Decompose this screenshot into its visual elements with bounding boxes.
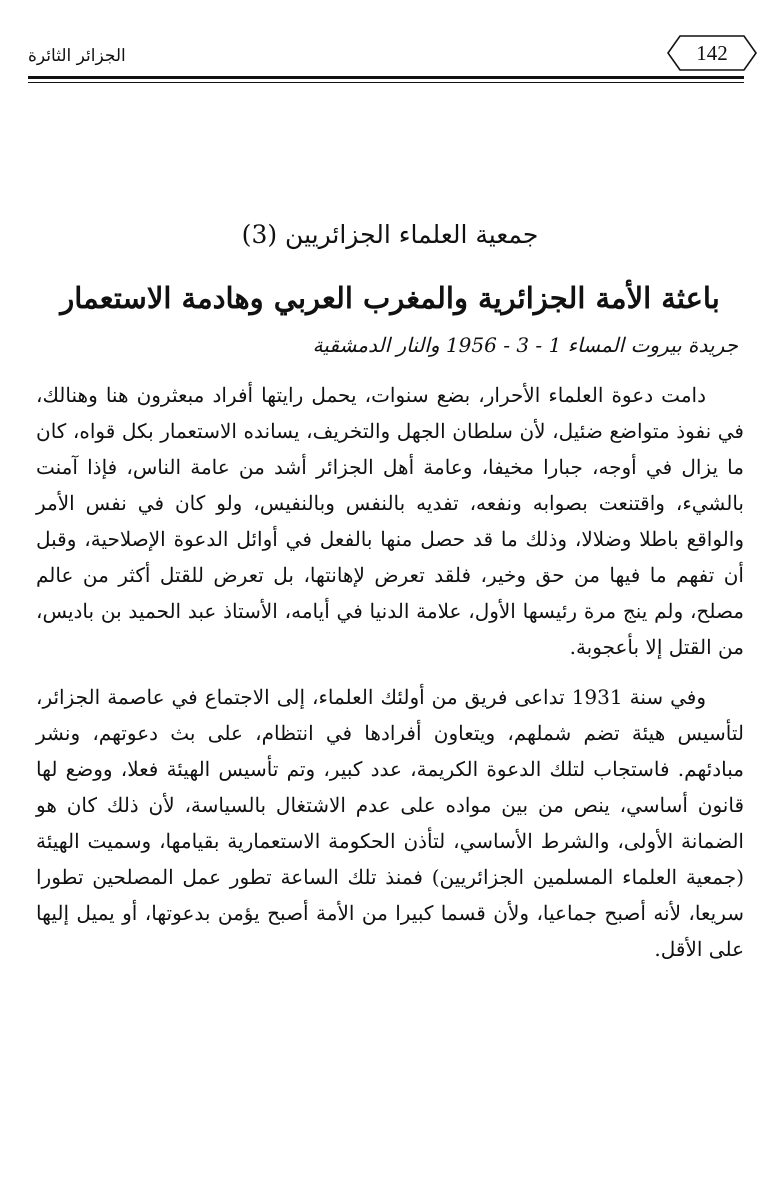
page-number: 142 (696, 41, 728, 65)
paragraph: وفي سنة 1931 تداعى فريق من أولئك العلماء، إلى الاجتماع في عاصمة الجزائر، لتأسيس هيئة تضم شملهم، ويتعاون أفرادها في انتظام، على بث دعوتهم، ونشر مبادئهم. فاستجاب لتلك الدعوة الكريمة، عدد كبير، وتم تأسيس الهيئة فعلا، ووضع لها قانون أساسي، ينص من بين مواده على عدم الاشتغال بالسياسة، لأن ذلك كان هو الضمانة الأولى، والشرط الأساسي، لتأذن الحكومة الاستعمارية بقيامها، وسميت الهيئة (جمعية العلماء المسلمين الجزائريين) فمنذ تلك الساعة تطور عمل المصلحين تطورا سريعا، لأنه أصبح جماعيا، ولأن قسما كبيرا من الأمة أصبح يؤمن بدعوتها، أو يميل إليها على الأقل. (36, 685, 744, 961)
page-number-badge (666, 34, 758, 72)
article (36, 220, 744, 981)
running-title: الجزائر الثائرة (28, 46, 126, 66)
header-rule-thin (28, 82, 744, 83)
paragraph: دامت دعوة العلماء الأحرار، بضع سنوات، يحمل رايتها أفراد مبعثرون هنا وهنالك، في نفوذ متواضع ضئيل، لأن سلطان الجهل والتخريف، يسانده الاستعمار بكل قواه، كان ما يزال في أوجه، جبارا مخيفا، وعامة أهل الجزائر أشد من عامة الناس، فإذا آمنت بالشيء، واقتنعت بصوابه ونفعه، تفديه بالنفس وبالنفيس، ولو كان في نفس الأمر والواقع باطلا وضلالا، وذلك ما قد حصل منها بالفعل في أوائل الدعوة الإصلاحية، وقبل أن تفهم ما فيها من حق وخير، فلقد تعرض لإهانتها، بل تعرض للقتل أكثر من عالم مصلح، ولم ينج مرة رئيسها الأول، علامة الدنيا في أيامه، الأستاذ عبد الحميد بن باديس، من القتل إلا بأعجوبة. (36, 383, 744, 659)
main-title: باعثة الأمة الجزائرية والمغرب العربي وهادمة الاستعمار (60, 281, 720, 315)
source-line: جريدة بيروت المساء 1 - 3 - 1956 والنار الدمشقية (312, 333, 738, 357)
header-rule-thick (28, 76, 744, 79)
series-title: جمعية العلماء الجزائريين (3) (241, 220, 539, 249)
